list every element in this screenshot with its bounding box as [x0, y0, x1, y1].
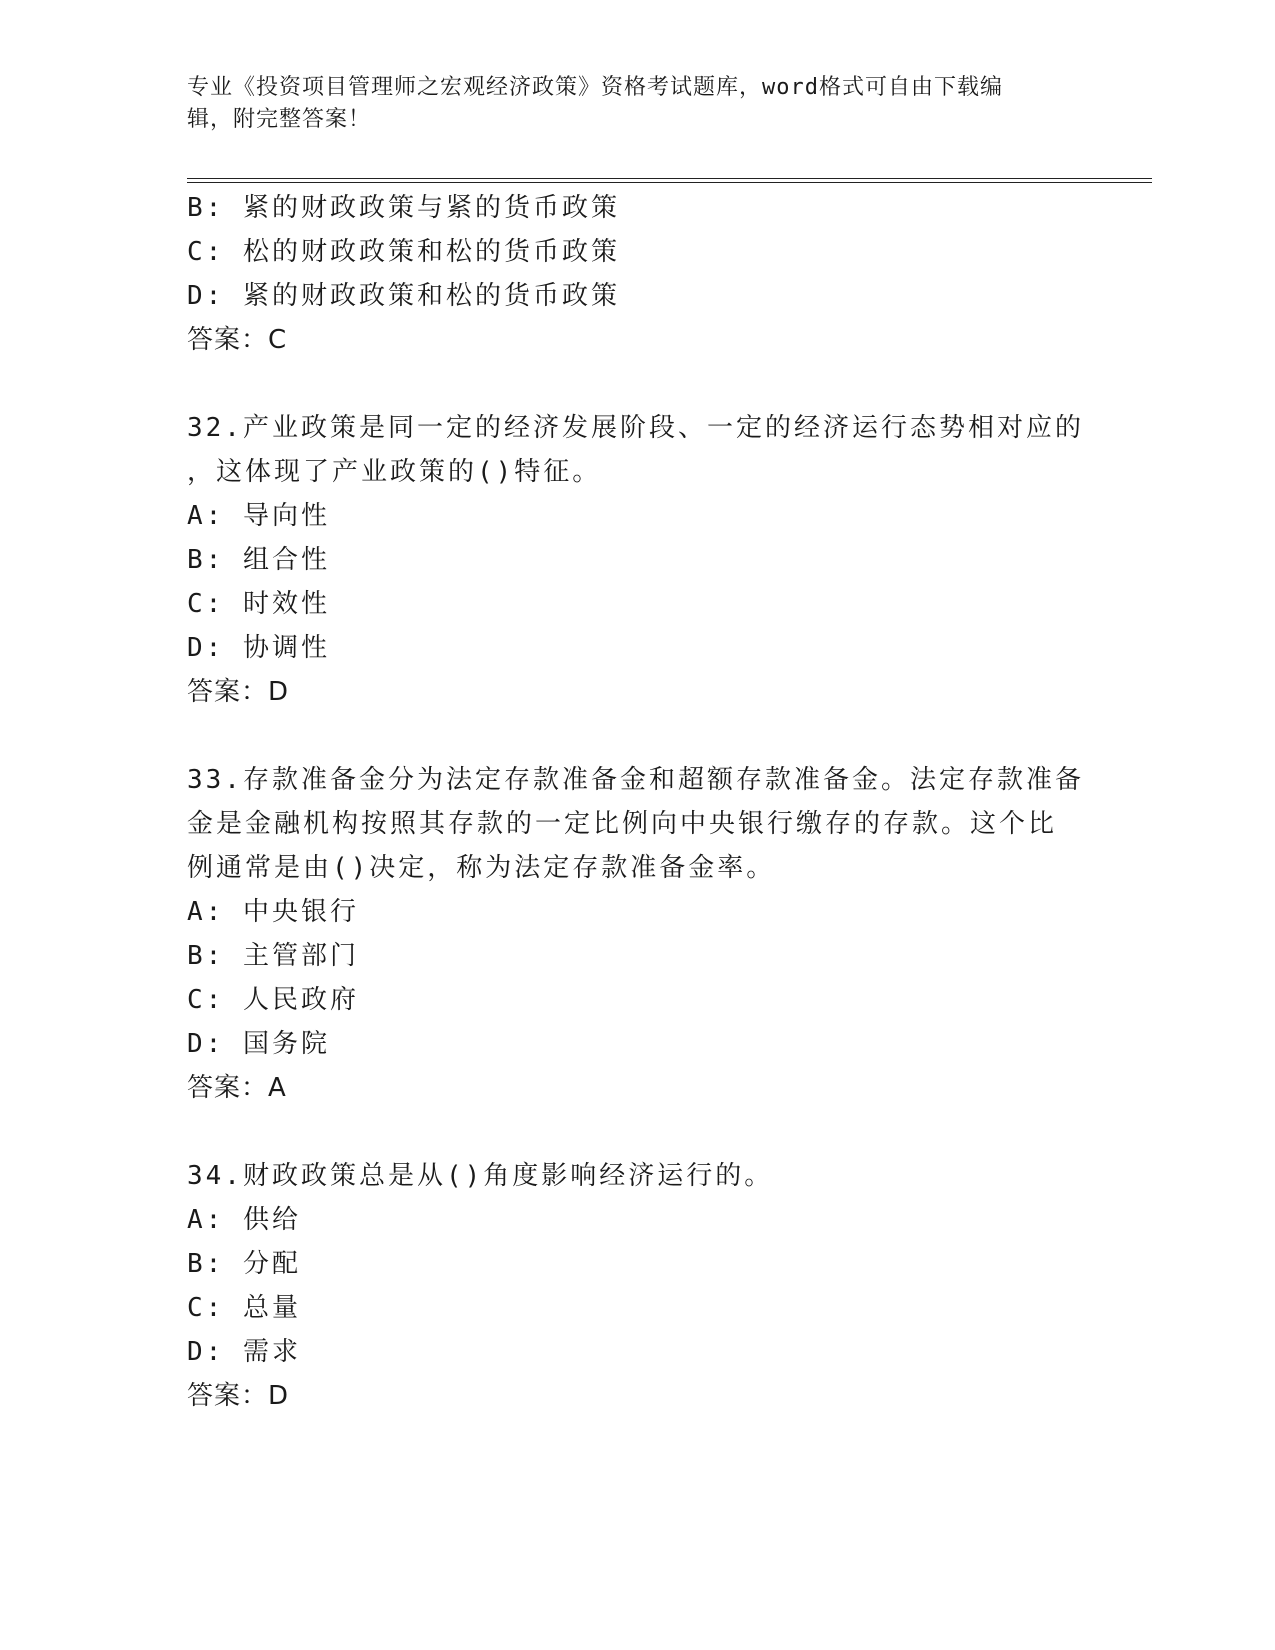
option-d: D: 国务院 [187, 1029, 330, 1059]
answer-line: 答案：D [187, 677, 290, 707]
question-text-line: 例通常是由()决定，称为法定存款准备金率。 [187, 853, 776, 883]
option-d: D: 需求 [187, 1337, 301, 1367]
option-c: C: 时效性 [187, 589, 330, 619]
option-d: D: 紧的财政政策和松的货币政策 [187, 281, 620, 311]
option-b: B: 组合性 [187, 545, 330, 575]
header-line-2: 辑，附完整答案！ [187, 107, 372, 132]
option-c: C: 总量 [187, 1293, 301, 1323]
header-divider-bottom [187, 182, 1152, 183]
header-divider-top [187, 178, 1152, 179]
question-text-line: 32.产业政策是同一定的经济发展阶段、一定的经济运行态势相对应的 [187, 413, 1084, 443]
option-d: D: 协调性 [187, 633, 330, 663]
answer-line: 答案：A [187, 1073, 287, 1103]
question-text-line: 34.财政政策总是从()角度影响经济运行的。 [187, 1161, 774, 1191]
option-a: A: 中央银行 [187, 897, 359, 927]
question-text-line: ，这体现了产业政策的()特征。 [187, 457, 602, 487]
answer-line: 答案：D [187, 1381, 290, 1411]
option-c: C: 人民政府 [187, 985, 359, 1015]
header-line-1: 专业《投资项目管理师之宏观经济政策》资格考试题库，word格式可自由下载编 [187, 75, 1003, 100]
option-a: A: 导向性 [187, 501, 330, 531]
option-a: A: 供给 [187, 1205, 301, 1235]
option-b: B: 紧的财政政策与紧的货币政策 [187, 193, 620, 223]
question-text-line: 33.存款准备金分为法定存款准备金和超额存款准备金。法定存款准备 [187, 765, 1084, 795]
option-c: C: 松的财政政策和松的货币政策 [187, 237, 620, 267]
question-text-line: 金是金融机构按照其存款的一定比例向中央银行缴存的存款。这个比 [187, 809, 1058, 839]
option-b: B: 主管部门 [187, 941, 359, 971]
answer-line: 答案：C [187, 325, 288, 355]
option-b: B: 分配 [187, 1249, 301, 1279]
document-header [187, 72, 1067, 136]
